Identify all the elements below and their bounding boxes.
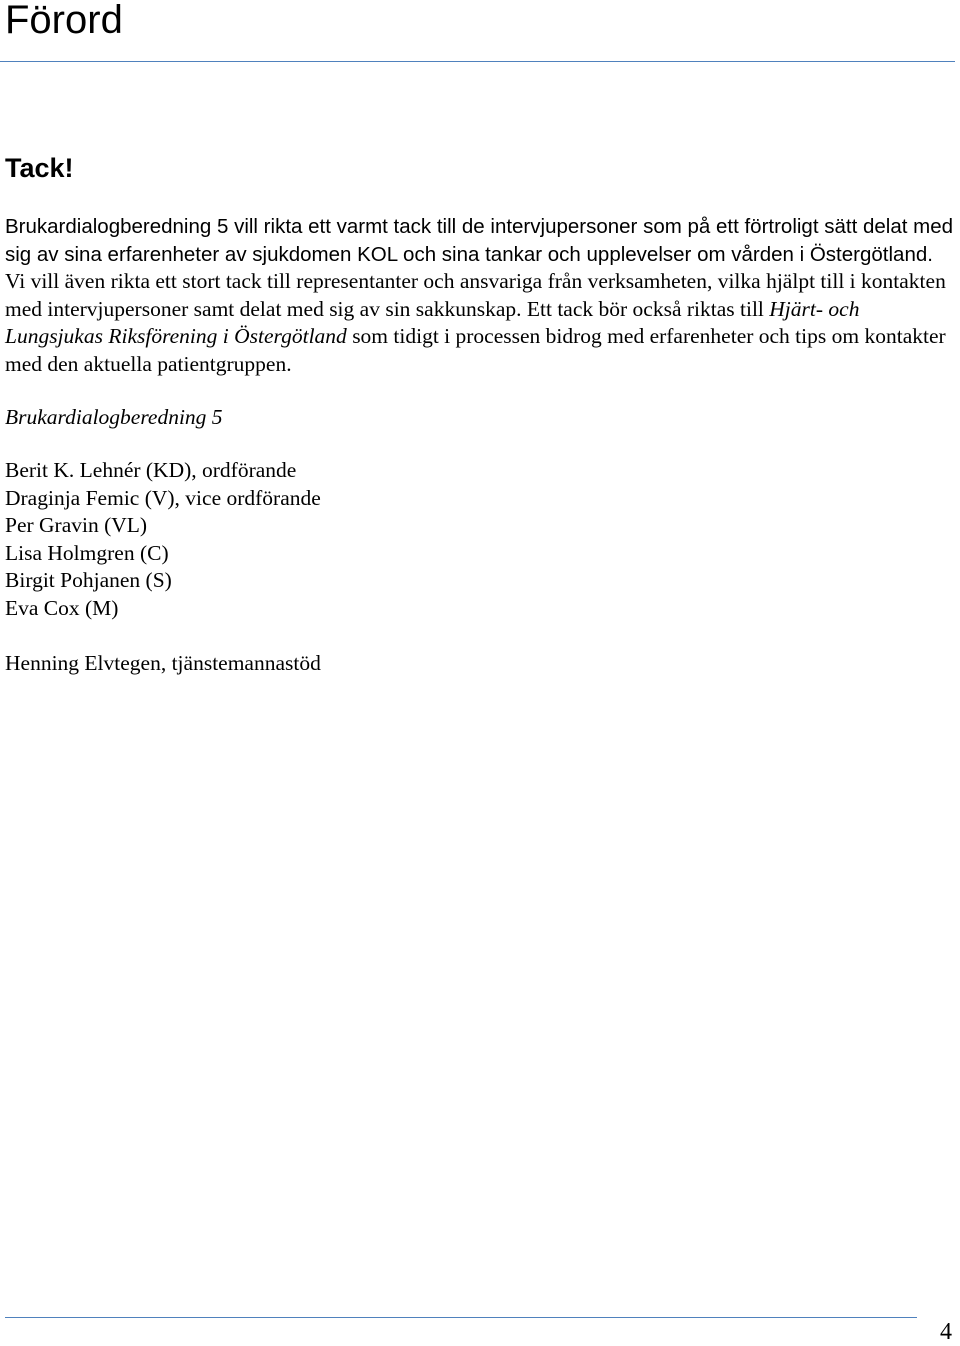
list-item: Berit K. Lehnér (KD), ordförande (5, 458, 297, 482)
list-item: Draginja Femic (V), vice ordförande (5, 485, 321, 510)
list-item: Birgit Pohjanen (S) (5, 568, 172, 592)
page-number: 4 (940, 1319, 952, 1345)
paragraph-end: som tidigt i processen bidrog med erfarenheter och tips om kontakter med den aktuella patientgruppen. (5, 324, 946, 376)
list-item: Per Gravin (VL) (5, 513, 148, 537)
organization-name: Hjärt- och Lungsjukas Riksförening i Östergötland (5, 296, 860, 348)
title-divider (0, 61, 955, 62)
paragraph-intro: Brukardialogberedning 5 vill rikta ett varmt tack till de intervjupersoner som på ett förtroligt sätt delat med sig av sina erfarenheter av sjukdomen KOL och sina tankar och upplevelser om vården i Östergötland. (5, 215, 953, 266)
support-staff: Henning Elvtegen, tjänstemannastöd (5, 651, 321, 675)
page-title: Förord (5, 0, 123, 42)
section-heading: Tack! (5, 153, 74, 183)
member-list (5, 457, 321, 622)
footer-divider (5, 1317, 917, 1318)
paragraph-middle: Vi vill även rikta ett stort tack till representanter och ansvariga från verksamheten, vilka hjälpt till i kontakten med intervjupersoner samt delat med sig av sin sakkunskap. Ett tack bör också riktas till (5, 269, 946, 321)
list-item: Eva Cox (M) (5, 595, 119, 620)
list-item: Lisa Holmgren (C) (5, 540, 169, 565)
acknowledgement-paragraph (5, 213, 955, 378)
committee-signature: Brukardialogberedning 5 (5, 405, 223, 429)
